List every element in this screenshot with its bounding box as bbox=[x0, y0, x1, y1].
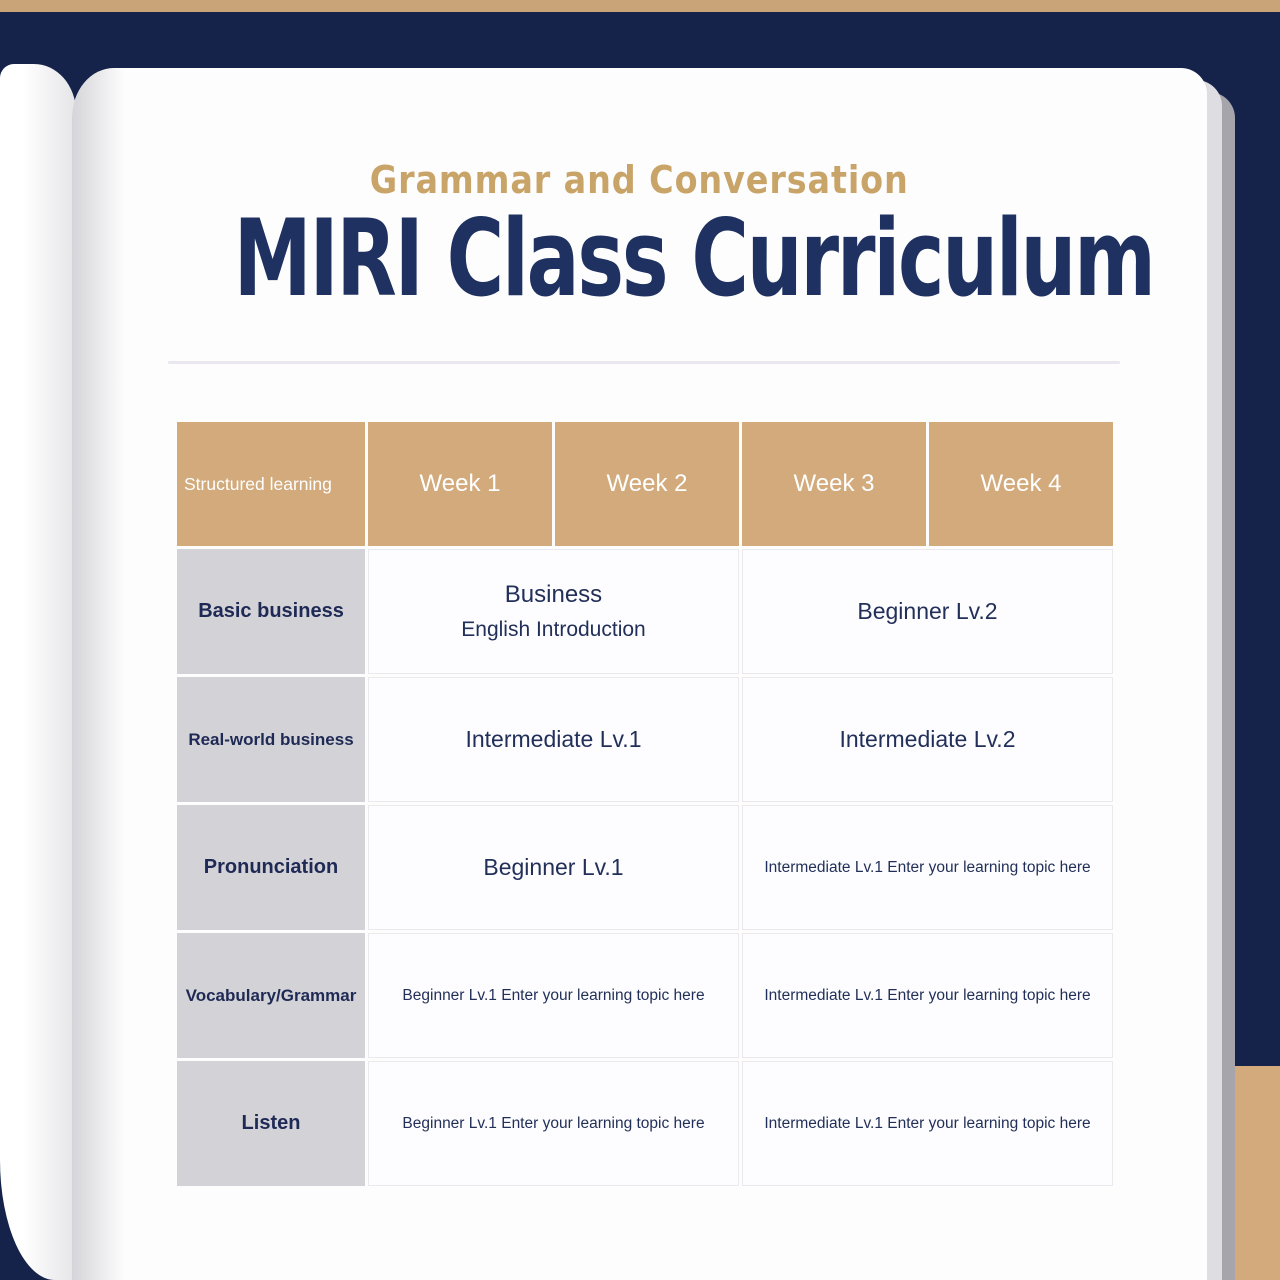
header-cell-week-1: Week 1 bbox=[368, 422, 552, 546]
cell-vocabulary-grammar-weeks-1-2-placeholder[interactable]: Beginner Lv.1 Enter your learning topic here bbox=[368, 933, 739, 1058]
page-title bbox=[72, 197, 1207, 320]
header-cell-week-2: Week 2 bbox=[555, 422, 739, 546]
cell-vocabulary-grammar-weeks-3-4-placeholder[interactable]: Intermediate Lv.1 Enter your learning topic here bbox=[742, 933, 1113, 1058]
cell-listen-weeks-1-2-placeholder[interactable]: Beginner Lv.1 Enter your learning topic here bbox=[368, 1061, 739, 1186]
header-cell-week-4: Week 4 bbox=[929, 422, 1113, 546]
cell-real-world-business-weeks-1-2: Intermediate Lv.1 bbox=[368, 677, 739, 802]
header-cell-structured-learning: Structured learning bbox=[177, 422, 365, 546]
cell-line-2: English Introduction bbox=[461, 618, 646, 641]
row-label-basic-business: Basic business bbox=[177, 549, 365, 674]
cell-basic-business-weeks-1-2 bbox=[368, 549, 739, 674]
top-accent-stripe bbox=[0, 0, 1280, 12]
row-label-pronunciation: Pronunciation bbox=[177, 805, 365, 930]
cell-pronunciation-weeks-1-2: Beginner Lv.1 bbox=[368, 805, 739, 930]
page-subtitle bbox=[72, 158, 1207, 202]
row-label-vocabulary-grammar: Vocabulary/Grammar bbox=[177, 933, 365, 1058]
book-right-page bbox=[72, 68, 1207, 1280]
cell-basic-business-weeks-3-4: Beginner Lv.2 bbox=[742, 549, 1113, 674]
cell-listen-weeks-3-4-placeholder[interactable]: Intermediate Lv.1 Enter your learning topic here bbox=[742, 1061, 1113, 1186]
header-cell-week-3: Week 3 bbox=[742, 422, 926, 546]
curriculum-table bbox=[177, 422, 1113, 1186]
cell-real-world-business-weeks-3-4: Intermediate Lv.2 bbox=[742, 677, 1113, 802]
cell-pronunciation-weeks-3-4-placeholder[interactable]: Intermediate Lv.1 Enter your learning topic here bbox=[742, 805, 1113, 930]
book-left-page bbox=[0, 64, 76, 1280]
divider bbox=[168, 361, 1120, 364]
cell-line-1: Business bbox=[504, 581, 603, 608]
row-label-real-world-business: Real-world business bbox=[177, 677, 365, 802]
page-title-text: MIRI Class Curriculum bbox=[233, 197, 1154, 320]
page-subtitle-text: Grammar and Conversation bbox=[370, 158, 909, 202]
row-label-listen: Listen bbox=[177, 1061, 365, 1186]
corner-accent-block bbox=[1233, 1066, 1280, 1280]
